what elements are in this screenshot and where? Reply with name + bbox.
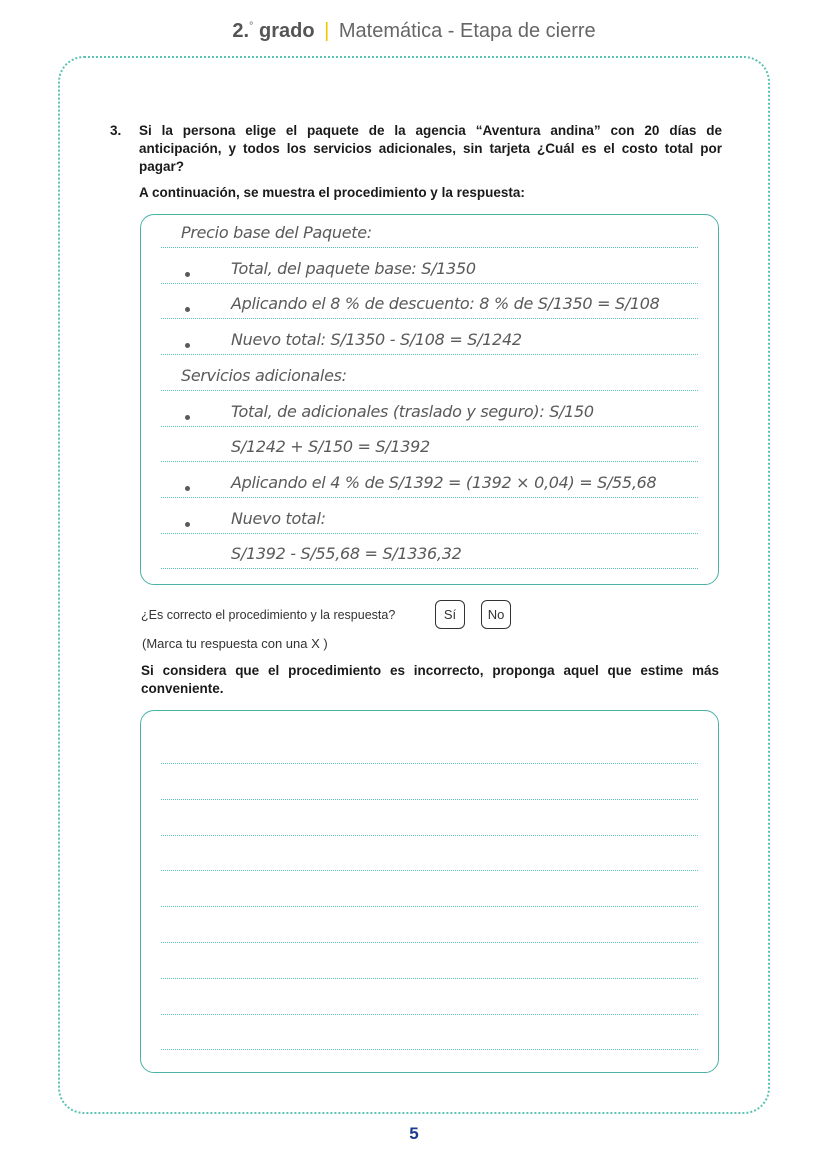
- answer-line[interactable]: [161, 978, 698, 979]
- ruled-line: [161, 426, 698, 427]
- procedure-line: S/1242 + S/150 = S/1392: [231, 437, 430, 457]
- answer-line[interactable]: [161, 1049, 698, 1050]
- bullet-icon: [185, 343, 190, 348]
- bullet-icon: [185, 415, 190, 420]
- proposal-prompt: Si considera que el procedimiento es incorrecto, proponga aquel que estime más conveniente.: [141, 663, 719, 696]
- yes-option[interactable]: Sí: [435, 600, 465, 629]
- subject-title: Matemática - Etapa de cierre: [338, 20, 596, 42]
- ruled-line: [161, 497, 698, 498]
- bullet-icon: [185, 486, 190, 491]
- page-number: 5: [409, 1124, 419, 1143]
- check-question: ¿Es correcto el procedimiento y la respuesta?: [141, 608, 396, 622]
- bullet-icon: [185, 272, 190, 277]
- procedure-line: Total, de adicionales (traslado y seguro): S/150: [231, 401, 594, 421]
- procedure-line: S/1392 - S/55,68 = S/1336,32: [231, 544, 462, 564]
- answer-line[interactable]: [161, 942, 698, 943]
- no-option[interactable]: No: [481, 600, 511, 629]
- grade-degree: °: [249, 20, 254, 33]
- procedure-box: [140, 214, 719, 585]
- question-text: Si la persona elige el paquete de la agencia “Aventura andina” con 20 días de anticipación, y todos los servicios adicionales, sin tarjeta ¿Cuál es el costo total por pagar?: [139, 123, 722, 174]
- procedure-line: Nuevo total: S/1350 - S/108 = S/1242: [231, 330, 522, 350]
- answer-line[interactable]: [161, 763, 698, 764]
- procedure-intro: A continuación, se muestra el procedimiento y la respuesta:: [139, 185, 525, 200]
- bullet-icon: [185, 307, 190, 312]
- procedure-line: Nuevo total:: [231, 508, 326, 528]
- grade-number: 2.: [232, 20, 250, 42]
- ruled-line: [161, 568, 698, 569]
- page-header: [0, 20, 828, 43]
- answer-line[interactable]: [161, 870, 698, 871]
- procedure-line: Precio base del Paquete:: [181, 223, 372, 242]
- ruled-line: [161, 461, 698, 462]
- procedure-line: Aplicando el 8 % de descuento: 8 % de S/1350 = S/108: [231, 294, 660, 314]
- answer-box[interactable]: [140, 710, 719, 1073]
- answer-line[interactable]: [161, 835, 698, 836]
- header-separator: |: [324, 20, 330, 42]
- ruled-line: [161, 390, 698, 391]
- ruled-line: [161, 247, 698, 248]
- bullet-icon: [185, 522, 190, 527]
- ruled-line: [161, 533, 698, 534]
- answer-line[interactable]: [161, 799, 698, 800]
- ruled-line: [161, 354, 698, 355]
- ruled-line: [161, 318, 698, 319]
- ruled-line: [161, 283, 698, 284]
- answer-line[interactable]: [161, 1014, 698, 1015]
- procedure-line: Aplicando el 4 % de S/1392 = (1392 × 0,04) = S/55,68: [231, 472, 657, 492]
- procedure-line: Servicios adicionales:: [181, 365, 347, 385]
- procedure-line: Total, del paquete base: S/1350: [231, 258, 476, 278]
- mark-instruction: (Marca tu respuesta con una X ): [142, 636, 328, 651]
- grade-word: grado: [258, 20, 315, 42]
- answer-line[interactable]: [161, 906, 698, 907]
- question-number: 3.: [110, 123, 122, 138]
- question: [110, 122, 722, 176]
